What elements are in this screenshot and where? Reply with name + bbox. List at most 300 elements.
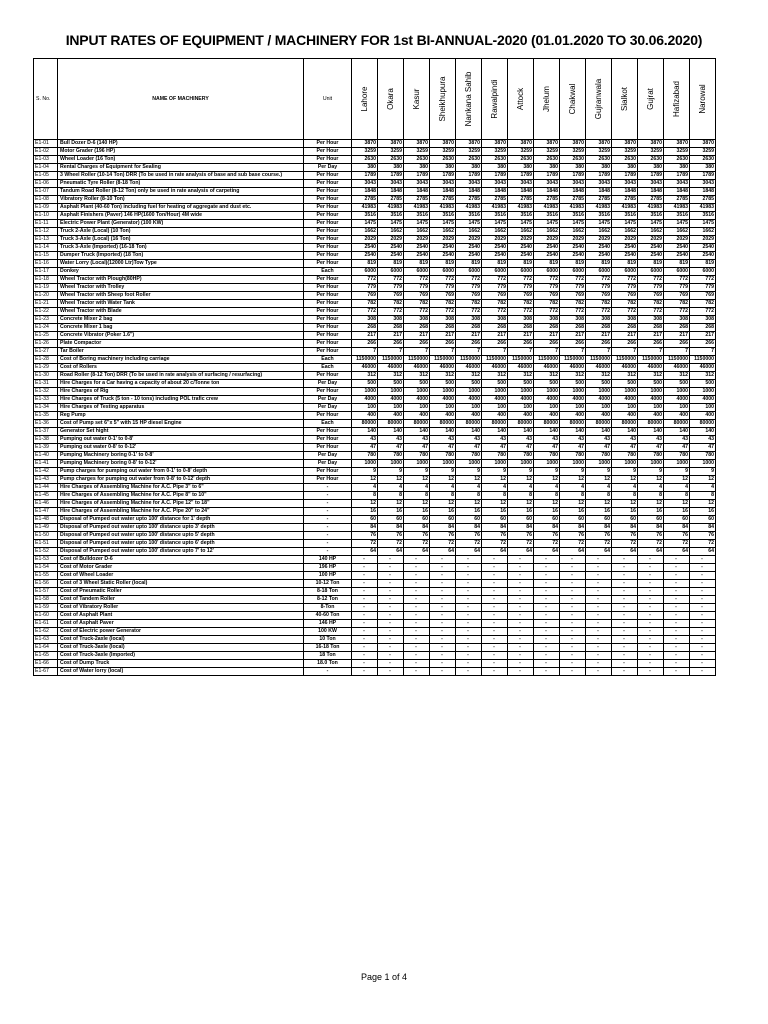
rate-cell: 43 xyxy=(638,436,664,444)
rate-cell: 2630 xyxy=(404,156,430,164)
rate-cell: 2029 xyxy=(560,236,586,244)
rate-cell: 76 xyxy=(404,532,430,540)
rate-cell: - xyxy=(560,580,586,588)
rate-cell: 4000 xyxy=(404,396,430,404)
rate-cell: 1000 xyxy=(586,388,612,396)
machinery-name: Cost of Truck-2axle (local) xyxy=(58,636,304,644)
rate-cell: 1475 xyxy=(612,220,638,228)
rate-cell: - xyxy=(690,580,716,588)
rate-cell: 41983 xyxy=(612,204,638,212)
rate-cell: 2785 xyxy=(352,196,378,204)
rate-cell: 779 xyxy=(482,284,508,292)
rate-cell: 308 xyxy=(404,316,430,324)
rate-cell: 1150000 xyxy=(638,356,664,364)
rate-cell: 400 xyxy=(482,412,508,420)
unit-cell: Per Hour xyxy=(304,324,352,332)
table-body xyxy=(34,140,716,676)
rate-cell: 1848 xyxy=(404,188,430,196)
rate-cell: 1662 xyxy=(586,228,612,236)
rate-cell: - xyxy=(404,596,430,604)
rate-cell: 46000 xyxy=(404,364,430,372)
table-row xyxy=(34,460,716,468)
rate-cell: 500 xyxy=(638,380,664,388)
row-code: E1-14 xyxy=(34,244,58,252)
rate-cell: 76 xyxy=(638,532,664,540)
rate-cell: 84 xyxy=(560,524,586,532)
machinery-name: Cost of Pump set 6"x 5" with 15 HP diesel Engine xyxy=(58,420,304,428)
rate-cell: 47 xyxy=(612,444,638,452)
rate-cell: 12 xyxy=(612,500,638,508)
unit-cell: Per Hour xyxy=(304,476,352,484)
unit-cell: - xyxy=(304,516,352,524)
rate-cell: 312 xyxy=(638,372,664,380)
rate-cell: 7 xyxy=(638,348,664,356)
rate-cell: - xyxy=(508,604,534,612)
rate-cell: 769 xyxy=(456,292,482,300)
rate-cell: 46000 xyxy=(586,364,612,372)
row-code: E1-63 xyxy=(34,636,58,644)
rate-cell: 312 xyxy=(352,372,378,380)
rate-cell: 3043 xyxy=(664,180,690,188)
rate-cell: 266 xyxy=(638,340,664,348)
machinery-name: Concrete Mixer 2 bag xyxy=(58,316,304,324)
rate-cell: 12 xyxy=(378,476,404,484)
rate-cell: 12 xyxy=(456,500,482,508)
rate-cell: - xyxy=(352,636,378,644)
rate-cell: 4000 xyxy=(690,396,716,404)
rate-cell: - xyxy=(378,604,404,612)
rate-cell: 1000 xyxy=(404,388,430,396)
rate-cell: - xyxy=(638,556,664,564)
rate-cell: 1000 xyxy=(482,388,508,396)
rate-cell: 9 xyxy=(352,468,378,476)
table-row xyxy=(34,284,716,292)
rate-cell: 779 xyxy=(508,284,534,292)
rate-cell: 12 xyxy=(690,500,716,508)
rate-cell: - xyxy=(534,580,560,588)
rate-cell: 140 xyxy=(404,428,430,436)
rate-cell: 12 xyxy=(482,500,508,508)
rate-cell: 47 xyxy=(560,444,586,452)
unit-cell: 40-60 Ton xyxy=(304,612,352,620)
machinery-name: Concrete Mixer 1 bag xyxy=(58,324,304,332)
rate-cell: 780 xyxy=(690,452,716,460)
rate-cell: 2785 xyxy=(378,196,404,204)
rate-cell: 819 xyxy=(612,260,638,268)
rate-cell: - xyxy=(430,572,456,580)
rate-cell: 500 xyxy=(690,380,716,388)
rate-cell: 12 xyxy=(508,476,534,484)
rate-cell: - xyxy=(690,556,716,564)
table-row xyxy=(34,644,716,652)
rate-cell: - xyxy=(638,660,664,668)
table-row xyxy=(34,492,716,500)
rate-cell: 80000 xyxy=(404,420,430,428)
table-row xyxy=(34,340,716,348)
rate-cell: 8 xyxy=(482,492,508,500)
rate-cell: 400 xyxy=(664,412,690,420)
rate-cell: 8 xyxy=(352,492,378,500)
rate-cell: 80000 xyxy=(352,420,378,428)
rate-cell: 2540 xyxy=(664,244,690,252)
rate-cell: 2540 xyxy=(508,252,534,260)
rate-cell: - xyxy=(378,572,404,580)
rate-cell: 80000 xyxy=(560,420,586,428)
rate-cell: 2630 xyxy=(378,156,404,164)
rate-cell: 819 xyxy=(664,260,690,268)
rate-cell: 43 xyxy=(534,436,560,444)
rate-cell: 2785 xyxy=(638,196,664,204)
rate-cell: 46000 xyxy=(534,364,560,372)
rate-cell: - xyxy=(638,652,664,660)
rate-cell: 80000 xyxy=(664,420,690,428)
rate-cell: 308 xyxy=(456,316,482,324)
rate-cell: - xyxy=(690,636,716,644)
unit-cell: Per Hour xyxy=(304,468,352,476)
table-row xyxy=(34,444,716,452)
rate-cell: 3870 xyxy=(378,140,404,148)
rate-cell: - xyxy=(508,628,534,636)
rate-cell: 43 xyxy=(508,436,534,444)
rate-cell: - xyxy=(664,612,690,620)
row-code: E1-09 xyxy=(34,204,58,212)
row-code: E1-66 xyxy=(34,660,58,668)
rate-cell: - xyxy=(586,604,612,612)
rate-cell: 400 xyxy=(456,412,482,420)
rate-cell: 47 xyxy=(690,444,716,452)
rate-cell: 3870 xyxy=(482,140,508,148)
rate-cell: 1000 xyxy=(482,460,508,468)
rate-cell: 1789 xyxy=(456,172,482,180)
rate-cell: - xyxy=(612,668,638,676)
rate-cell: - xyxy=(534,660,560,668)
rate-cell: 3870 xyxy=(534,140,560,148)
rate-cell: 779 xyxy=(378,284,404,292)
rate-cell: 2785 xyxy=(612,196,638,204)
rate-cell: 4 xyxy=(378,484,404,492)
rate-cell: 769 xyxy=(612,292,638,300)
rate-cell: - xyxy=(612,588,638,596)
table-row xyxy=(34,172,716,180)
rate-cell: - xyxy=(430,564,456,572)
table-row xyxy=(34,508,716,516)
rate-cell: 2540 xyxy=(534,252,560,260)
rate-cell: - xyxy=(508,620,534,628)
rate-cell: - xyxy=(560,612,586,620)
rate-cell: - xyxy=(690,564,716,572)
rate-cell: 769 xyxy=(378,292,404,300)
rate-cell: 266 xyxy=(612,340,638,348)
rate-cell: 100 xyxy=(690,404,716,412)
rate-cell: - xyxy=(482,652,508,660)
rate-cell: 1789 xyxy=(482,172,508,180)
rate-cell: 41983 xyxy=(378,204,404,212)
rate-cell: 72 xyxy=(404,540,430,548)
rate-cell: 100 xyxy=(482,404,508,412)
rate-cell: 41983 xyxy=(430,204,456,212)
rate-cell: 308 xyxy=(482,316,508,324)
rate-cell: 1662 xyxy=(534,228,560,236)
unit-cell: - xyxy=(304,484,352,492)
unit-cell: Per Hour xyxy=(304,372,352,380)
rate-cell: - xyxy=(482,556,508,564)
rate-cell: 64 xyxy=(352,548,378,556)
rate-cell: 268 xyxy=(534,324,560,332)
rate-cell: 9 xyxy=(638,468,664,476)
unit-cell: Per Day xyxy=(304,164,352,172)
row-code: E1-38 xyxy=(34,436,58,444)
table-row xyxy=(34,612,716,620)
rate-cell: 819 xyxy=(430,260,456,268)
rate-cell: 47 xyxy=(638,444,664,452)
table-row xyxy=(34,516,716,524)
rate-cell: 1475 xyxy=(378,220,404,228)
rate-cell: - xyxy=(690,644,716,652)
row-code: E1-21 xyxy=(34,300,58,308)
rate-cell: 140 xyxy=(690,428,716,436)
rate-cell: 308 xyxy=(690,316,716,324)
rate-cell: - xyxy=(560,636,586,644)
rate-cell: 84 xyxy=(534,524,560,532)
rate-cell: 43 xyxy=(378,436,404,444)
rate-cell: 43 xyxy=(456,436,482,444)
rate-cell: 217 xyxy=(404,332,430,340)
machinery-name: Generator Set hight xyxy=(58,428,304,436)
rate-cell: 266 xyxy=(482,340,508,348)
rate-cell: 769 xyxy=(404,292,430,300)
city-header xyxy=(378,59,404,140)
rate-cell: 84 xyxy=(378,524,404,532)
rate-cell: 1662 xyxy=(352,228,378,236)
rate-cell: 72 xyxy=(482,540,508,548)
rate-cell: 308 xyxy=(534,316,560,324)
machinery-name: Hire Charges of Assembling Machine for A.C. Pipe 8" to 10" xyxy=(58,492,304,500)
row-code: E1-56 xyxy=(34,580,58,588)
rate-cell: 308 xyxy=(560,316,586,324)
table-row xyxy=(34,356,716,364)
rate-cell: - xyxy=(690,628,716,636)
row-code: E1-20 xyxy=(34,292,58,300)
rate-cell: 72 xyxy=(508,540,534,548)
rate-cell: 779 xyxy=(612,284,638,292)
rate-cell: 3516 xyxy=(430,212,456,220)
table-row xyxy=(34,324,716,332)
rate-cell: 4 xyxy=(560,484,586,492)
rate-cell: 1000 xyxy=(612,388,638,396)
rate-cell: 772 xyxy=(352,308,378,316)
row-code: E1-02 xyxy=(34,148,58,156)
machinery-name: Pump charges for pumping out water from 0-1' to 0-8' depth xyxy=(58,468,304,476)
rate-cell: 3043 xyxy=(404,180,430,188)
city-header xyxy=(430,59,456,140)
rate-cell: 217 xyxy=(482,332,508,340)
machinery-name: Pump charges for pumping out water from 0-8' to 0-12' depth xyxy=(58,476,304,484)
machinery-name: Wheel Tractor with Sheep foot Roller xyxy=(58,292,304,300)
table-row xyxy=(34,596,716,604)
row-code: E1-37 xyxy=(34,428,58,436)
rate-cell: - xyxy=(482,580,508,588)
rate-cell: 268 xyxy=(404,324,430,332)
rate-cell: 12 xyxy=(430,500,456,508)
rate-cell: 266 xyxy=(404,340,430,348)
rate-cell: - xyxy=(352,612,378,620)
rate-cell: 3259 xyxy=(560,148,586,156)
rate-cell: 1848 xyxy=(664,188,690,196)
rate-cell: 80000 xyxy=(508,420,534,428)
rate-cell: 400 xyxy=(508,412,534,420)
rate-cell: - xyxy=(612,652,638,660)
machinery-name: Pumping out water 0-1' to 0-8' xyxy=(58,436,304,444)
rate-cell: 779 xyxy=(560,284,586,292)
rate-cell: 1475 xyxy=(534,220,560,228)
rate-cell: 380 xyxy=(612,164,638,172)
row-code: E1-06 xyxy=(34,180,58,188)
rate-cell: 64 xyxy=(586,548,612,556)
rate-cell: 400 xyxy=(638,412,664,420)
rate-cell: 60 xyxy=(456,516,482,524)
rate-cell: 6000 xyxy=(456,268,482,276)
rate-cell: 2540 xyxy=(508,244,534,252)
rate-cell: 2630 xyxy=(534,156,560,164)
rate-cell: 2785 xyxy=(534,196,560,204)
rate-cell: 64 xyxy=(664,548,690,556)
rate-cell: 60 xyxy=(560,516,586,524)
rate-cell: - xyxy=(352,588,378,596)
rate-cell: - xyxy=(378,612,404,620)
rate-cell: 772 xyxy=(690,276,716,284)
machinery-name: Wheel Tractor with Plough(80HP) xyxy=(58,276,304,284)
unit-cell: - xyxy=(304,492,352,500)
rate-cell: 780 xyxy=(508,452,534,460)
rate-cell: 1000 xyxy=(534,460,560,468)
rate-cell: 769 xyxy=(664,292,690,300)
rate-cell: 1789 xyxy=(664,172,690,180)
rate-cell: - xyxy=(430,604,456,612)
machinery-name: Cost of Motor Grader xyxy=(58,564,304,572)
rate-cell: 772 xyxy=(404,308,430,316)
rate-cell: 41983 xyxy=(404,204,430,212)
row-code: E1-12 xyxy=(34,228,58,236)
rate-cell: - xyxy=(352,668,378,676)
rate-cell: 4 xyxy=(534,484,560,492)
rate-cell: 1662 xyxy=(378,228,404,236)
unit-cell: - xyxy=(304,548,352,556)
rate-cell: 47 xyxy=(378,444,404,452)
rate-cell: - xyxy=(560,620,586,628)
rate-cell: - xyxy=(404,556,430,564)
rate-cell: - xyxy=(690,668,716,676)
rate-cell: 41983 xyxy=(352,204,378,212)
rate-cell: 772 xyxy=(664,308,690,316)
rate-cell: 3043 xyxy=(586,180,612,188)
rate-cell: 80000 xyxy=(430,420,456,428)
rate-cell: 16 xyxy=(560,508,586,516)
rate-cell: 500 xyxy=(586,380,612,388)
rate-cell: 268 xyxy=(612,324,638,332)
table-row xyxy=(34,196,716,204)
rate-cell: - xyxy=(508,556,534,564)
rate-cell: 782 xyxy=(430,300,456,308)
rate-cell: - xyxy=(664,636,690,644)
rate-cell: 819 xyxy=(378,260,404,268)
unit-header: Unit xyxy=(304,59,352,140)
row-code: E1-22 xyxy=(34,308,58,316)
rate-cell: - xyxy=(404,628,430,636)
unit-cell: Per Hour xyxy=(304,276,352,284)
rate-cell: 772 xyxy=(482,308,508,316)
rate-cell: 140 xyxy=(508,428,534,436)
unit-cell: 100 KW xyxy=(304,628,352,636)
rate-cell: - xyxy=(482,628,508,636)
machinery-name: Wheel Tractor with Blade xyxy=(58,308,304,316)
rate-cell: 2630 xyxy=(612,156,638,164)
rate-cell: 217 xyxy=(560,332,586,340)
rate-cell: 47 xyxy=(404,444,430,452)
rate-cell: 12 xyxy=(430,476,456,484)
rate-cell: - xyxy=(378,636,404,644)
row-code: E1-51 xyxy=(34,540,58,548)
rate-cell: 2540 xyxy=(430,252,456,260)
rate-cell: 3516 xyxy=(664,212,690,220)
rate-cell: 46000 xyxy=(508,364,534,372)
rate-cell: 266 xyxy=(690,340,716,348)
machinery-name: Truck 3-Axle (Local) (16 Ton) xyxy=(58,236,304,244)
unit-cell: - xyxy=(304,540,352,548)
unit-cell: 16-18 Ton xyxy=(304,644,352,652)
rate-cell: 6000 xyxy=(404,268,430,276)
rate-cell: 769 xyxy=(638,292,664,300)
rate-cell: - xyxy=(482,564,508,572)
rate-cell: 6000 xyxy=(430,268,456,276)
rate-cell: 64 xyxy=(534,548,560,556)
unit-cell: - xyxy=(304,532,352,540)
table-row xyxy=(34,500,716,508)
rate-cell: 1150000 xyxy=(586,356,612,364)
rate-cell: 46000 xyxy=(560,364,586,372)
rate-cell: - xyxy=(378,668,404,676)
machinery-name: Cost of Dump Truck xyxy=(58,660,304,668)
rate-cell: 3516 xyxy=(482,212,508,220)
rate-cell: 9 xyxy=(560,468,586,476)
rate-cell: 1789 xyxy=(586,172,612,180)
rate-cell: 1848 xyxy=(352,188,378,196)
rate-cell: - xyxy=(430,628,456,636)
machinery-name: Pumping out water 0-8' to 0-12' xyxy=(58,444,304,452)
unit-cell: Per Day xyxy=(304,460,352,468)
rate-cell: - xyxy=(690,596,716,604)
rate-cell: - xyxy=(378,556,404,564)
table-row xyxy=(34,220,716,228)
rate-cell: 1662 xyxy=(508,228,534,236)
rate-cell: 2029 xyxy=(430,236,456,244)
rate-cell: 1789 xyxy=(560,172,586,180)
rate-cell: - xyxy=(612,596,638,604)
rate-cell: 3043 xyxy=(690,180,716,188)
rate-cell: 268 xyxy=(586,324,612,332)
rate-cell: 9 xyxy=(378,468,404,476)
rate-cell: - xyxy=(404,668,430,676)
rate-cell: 72 xyxy=(664,540,690,548)
rate-cell: 9 xyxy=(690,468,716,476)
rate-cell: 12 xyxy=(482,476,508,484)
rate-cell: 4000 xyxy=(664,396,690,404)
rate-cell: - xyxy=(508,652,534,660)
table-row xyxy=(34,260,716,268)
rate-cell: 3870 xyxy=(664,140,690,148)
rate-cell: 266 xyxy=(378,340,404,348)
rate-cell: 3043 xyxy=(352,180,378,188)
rate-cell: - xyxy=(378,644,404,652)
